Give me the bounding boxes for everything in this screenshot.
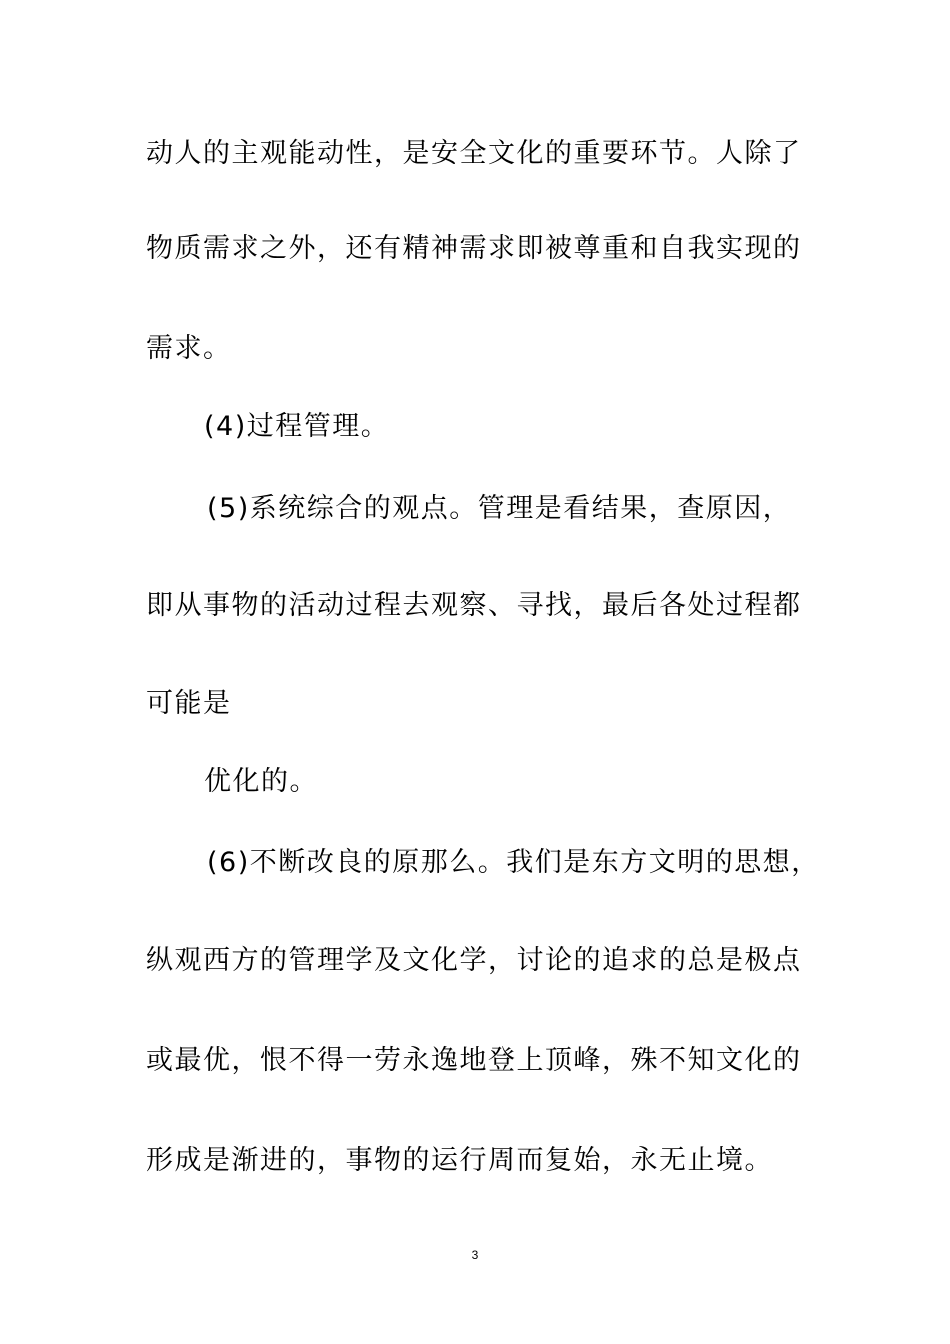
body-text-line: 或最优，恨不得一劳永逸地登上顶峰，殊不知文化的	[146, 1045, 802, 1076]
body-text-line: (6)不断改良的原那么。我们是东方文明的思想，	[207, 847, 820, 878]
body-text-line: 可能是	[146, 688, 232, 719]
body-text-line: 形成是渐进的，事物的运行周而复始，永无止境。	[146, 1145, 773, 1176]
body-text-line: 需求。	[146, 333, 232, 364]
body-text-line: 动人的主观能动性，是安全文化的重要环节。人除了	[146, 138, 802, 169]
body-text-line: 物质需求之外，还有精神需求即被尊重和自我实现的	[146, 233, 802, 264]
body-text-line: (4)过程管理。	[204, 411, 390, 442]
body-text-line: 优化的。	[204, 766, 318, 797]
page-number: 3	[471, 1248, 479, 1262]
body-text-line: (5)系统综合的观点。管理是看结果，查原因，	[207, 493, 792, 524]
body-text-line: 即从事物的活动过程去观察、寻找，最后各处过程都	[146, 590, 802, 621]
body-text-line: 纵观西方的管理学及文化学，讨论的追求的总是极点	[146, 945, 802, 976]
